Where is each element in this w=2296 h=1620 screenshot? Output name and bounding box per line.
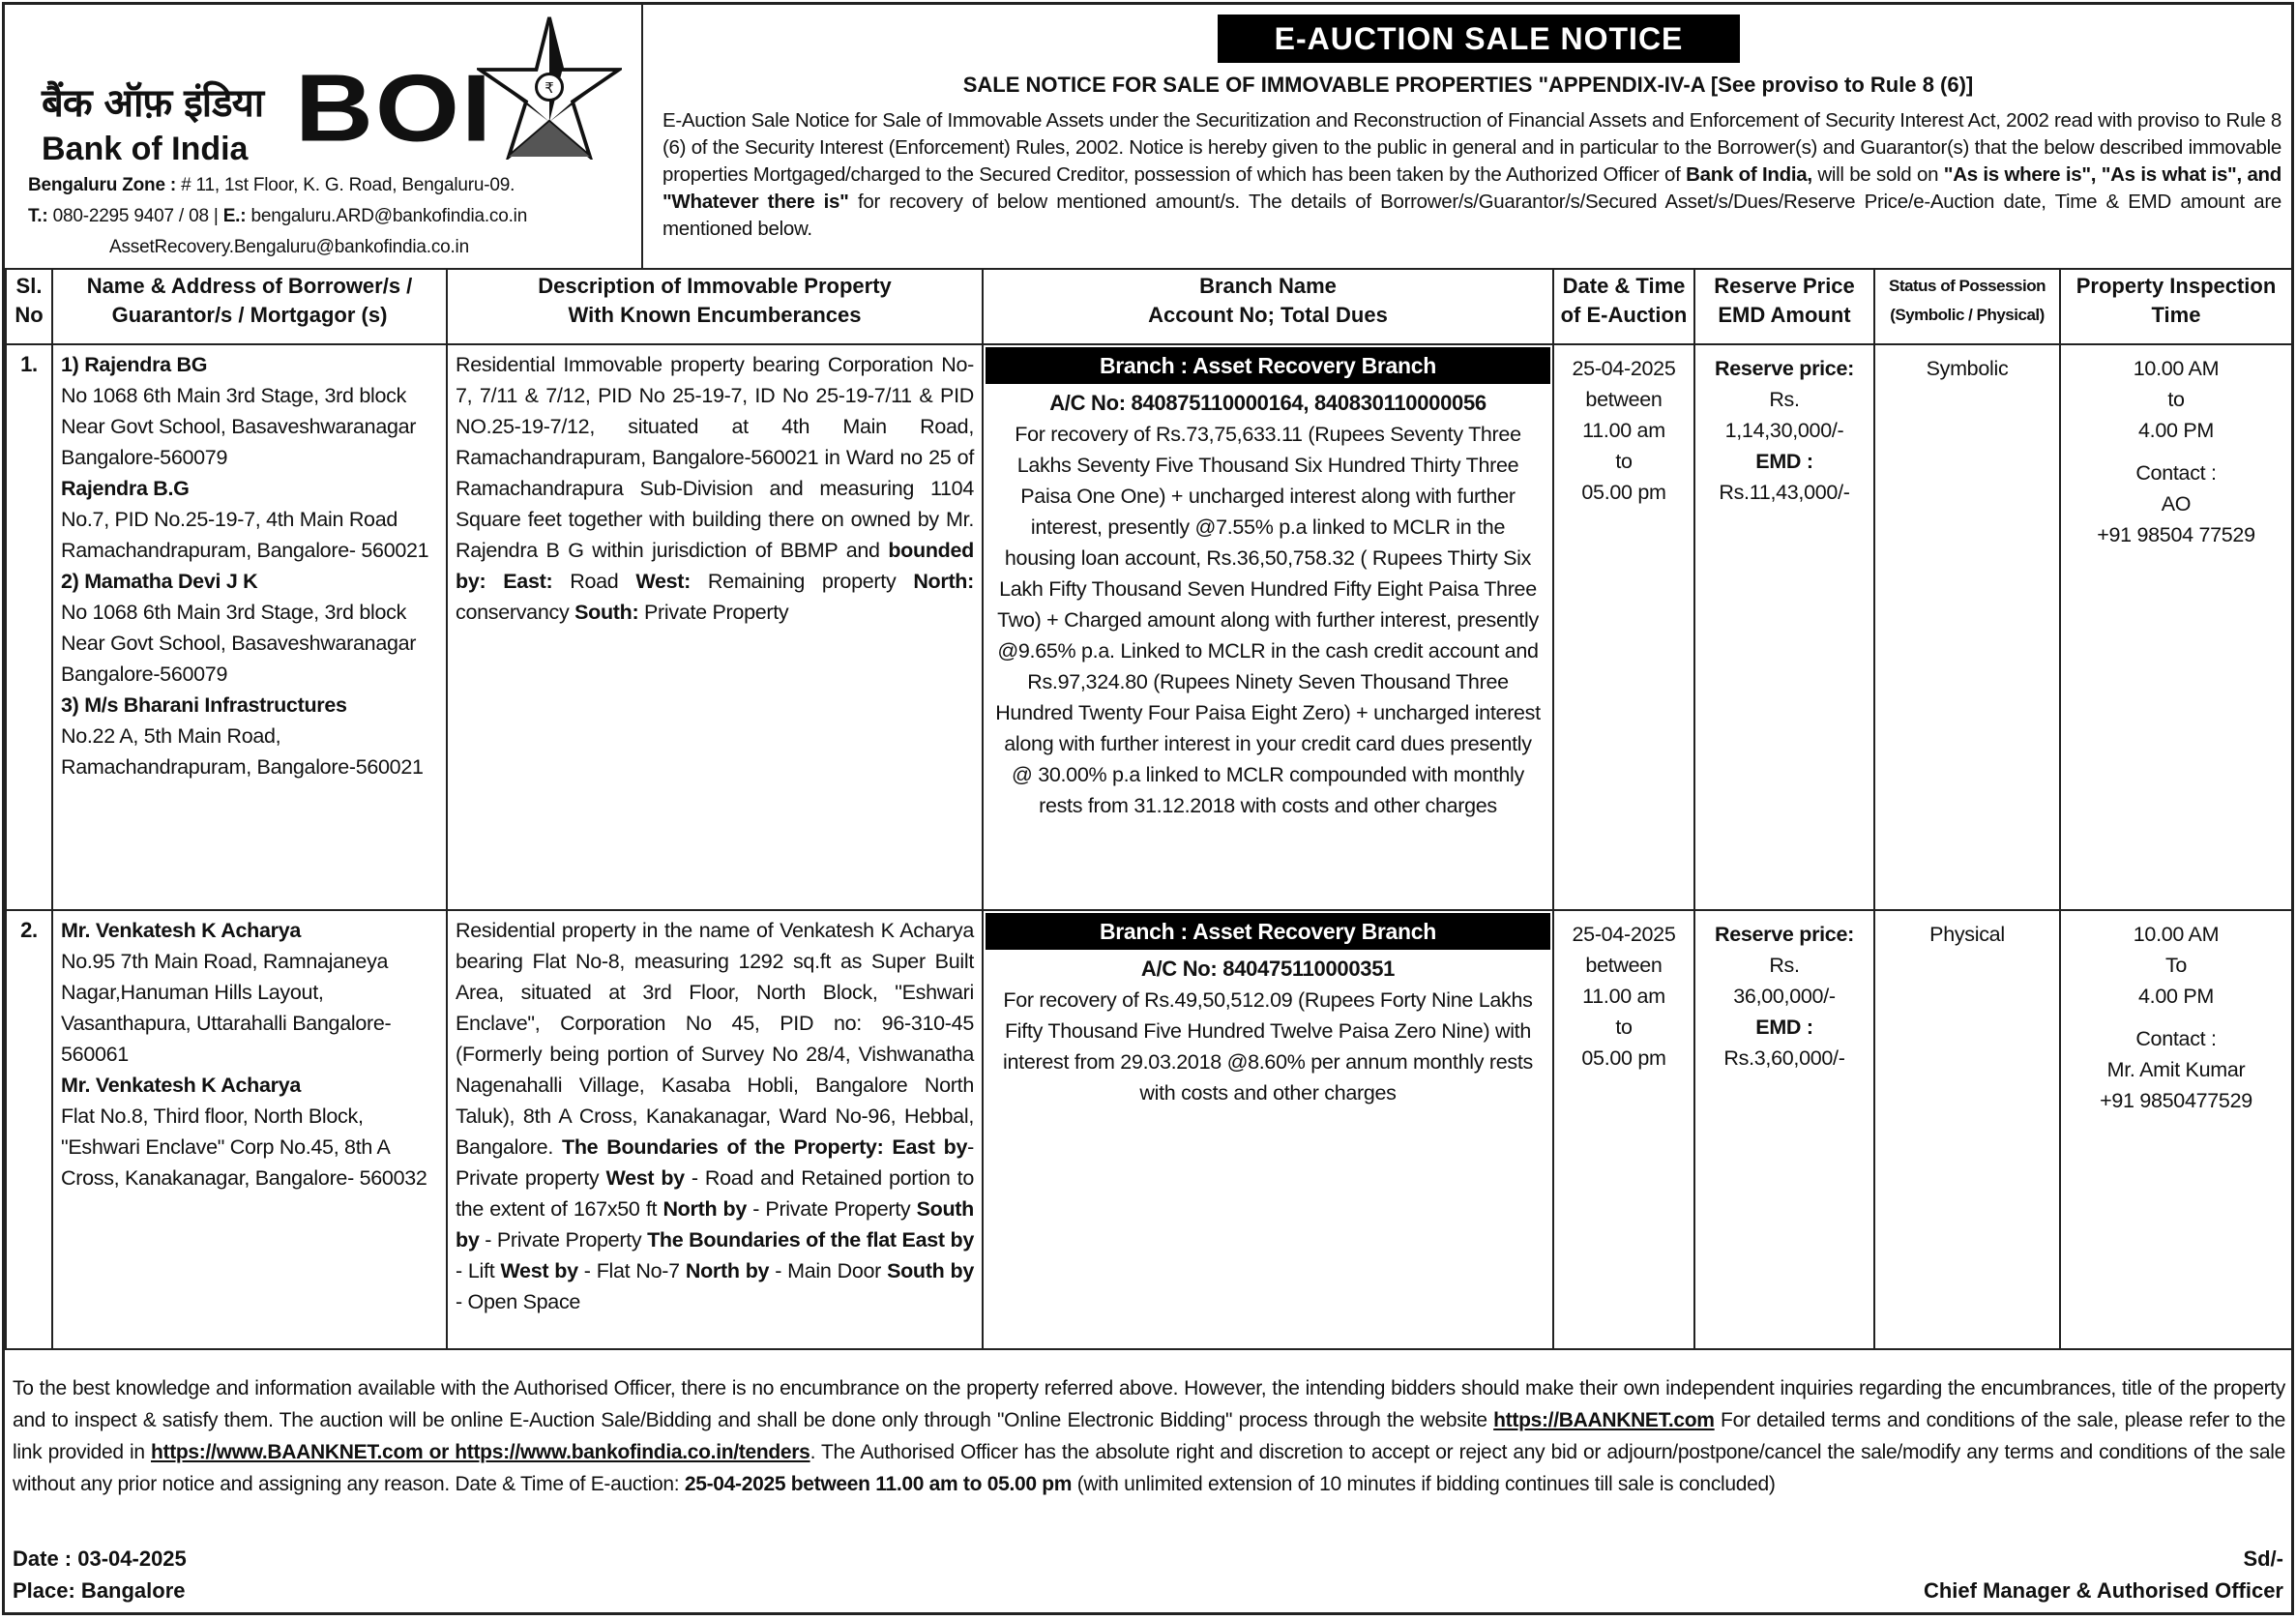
property-table [5,268,2293,1350]
row-borrowers: Mr. Venkatesh K Acharya No.95 7th Main Road, Ramnajaneya Nagar,Hanuman Hills Layout, Vasanthapura, Uttarahalli Bangalore- 560061 Mr. Venkatesh K Acharya Flat No.8, Third floor, North Block, "Eshwari Enclave" Corp No.45, 8th A Cross, Kanakanagar, Bangalore- 560032 [52,910,447,1349]
row-inspection: 10.00 AM To 4.00 PM Contact : Mr. Amit Kumar +91 9850477529 [2060,910,2292,1349]
row-description: Residential property in the name of Venkatesh K Acharya bearing Flat No-8, measuring 1292 sq.ft as Super Built Area, situated at 3rd Floor, North Block, "Eshwari Enclave", Corporation No 45, PID no: 96-310-45 (Formerly being portion of Survey No 28/4, Vishwanatha Nagenahalli Village, Kasaba Hobli, Bangalore North Taluk), 8th A Cross, Kanakanagar, Ward No-96, Hebbal, Bangalore. The Boundaries of the Property: East by- Private property West by - Road and Retained portion to the extent of 167x50 ft North by - Private Property South by - Private Property The Boundaries of the flat East by - Lift West by - Flat No-7 North by - Main Door South by - Open Space [447,910,983,1349]
sale-notice [2,2,2294,1615]
col-reserve: Reserve Price EMD Amount [1694,269,1874,344]
branch-name-bar: Branch : Asset Recovery Branch [986,347,1550,384]
col-status: Status of Possession (Symbolic / Physical) [1874,269,2060,344]
col-date: Date & Time of E-Auction [1553,269,1694,344]
row-sl: 1. [6,344,52,910]
row-branch-dues [983,344,1553,910]
account-number: A/C No: 840475110000351 [1140,957,1396,981]
row-reserve-emd: Reserve price: Rs. 1,14,30,000/- EMD : Rs.11,43,000/- [1694,344,1874,910]
total-dues: For recovery of Rs.49,50,512.09 (Rupees Forty Nine Lakhs Fifty Thousand Five Hundred Twelve Paisa Zero Nine) with interest from 29.03.2018 @8.60% per annum monthly rests with costs and other charges [1003,988,1533,1105]
row-sl: 2. [6,910,52,1349]
row-borrowers: 1) Rajendra BG No 1068 6th Main 3rd Stage, 3rd block Near Govt School, Basaveshwaranagar Bangalore-560079 Rajendra B.G No.7, PID No.25-19-7, 4th Main Road Ramachandrapuram, Bangalore- 560021 2) Mamatha Devi J K No 1068 6th Main 3rd Stage, 3rd block Near Govt School, Basaveshwaranagar Bangalore-560079 3) M/s Bharani Infrastructures No.22 A, 5th Main Road, Ramachandrapuram, Bangalore-560021 [52,344,447,910]
notice-header [645,5,2291,268]
notice-intro: E-Auction Sale Notice for Sale of Immovable Assets under the Securitization and Reconstruction of Financial Assets and Enforcement of Security Interest Act, 2002 read with proviso to Rule 8 (6) of the Security Interest (Enforcement) Rules, 2002. Notice is hereby given to the public in general and in particular to the Borrower(s) and Guarantor(s) that the below described immovable properties Mortgaged/charged to the Secured Creditor, possession of which has been taken by the Authorized Officer of Bank of India, will be sold on "As is where is", "As is what is", and "Whatever there is" for recovery of below mentioned amount/s. The details of Borrower/s/Guarantor/s/Secured Asset/s/Dues/Reserve Price/e-Auction date, Time & EMD amount are mentioned below. [662,109,2281,240]
star-logo-icon [477,15,622,160]
bank-header [5,5,643,268]
terms-paragraph: To the best knowledge and information available with the Authorised Officer, there is no encumbrance on the property referred above. However, the intending bidders should make their own independent inquiries regarding the encumbrances, title of the property and to inspect & satisfy them. The auction will be online E-Auction Sale/Bidding and shall be done only through "Online Electronic Bidding" process through the website https://BAANKNET.com For detailed terms and conditions of the sale, please refer to the link provided in https://www.BAANKNET.com or https://www.bankofindia.co.in/tenders. The Authorised Officer has the absolute right and discretion to accept or reject any bid or adjourn/postpone/cancel the sale/modify any terms and conditions of the sale without any prior notice and assigning any reason. Date & Time of E-auction: 25-04-2025 between 11.00 am to 05.00 pm (with unlimited extension of 10 minutes if bidding continues till sale is concluded) [13,1377,2285,1495]
date-place [13,1543,187,1606]
sd-mark: Sd/- [2243,1546,2283,1571]
col-branch: Branch Name Account No; Total Dues [983,269,1553,344]
total-dues: For recovery of Rs.73,75,633.11 (Rupees Seventy Three Lakhs Seventy Five Thousand Six Hundred Thirty Three Paisa One One) + uncharged interest along with further interest, presently @7.55% p.a linked to MCLR in the housing loan account, Rs.36,50,758.32 ( Rupees Thirty Six Lakh Fifty Thousand Seven Hundred Fifty Eight Paisa Three Two) + Charged amount along with further interest, presently @9.65% p.a. Linked to MCLR in the cash credit account and Rs.97,324.80 (Rupees Ninety Seven Thousand Three Hundred Twenty Four Paisa Eight Zero) + uncharged interest along with further interest in your credit card dues presently @ 30.00% p.a linked to MCLR compounded with monthly rests from 31.12.2018 with costs and other charges [995,423,1541,817]
col-inspection: Property Inspection Time [2060,269,2292,344]
tenders-link[interactable]: https://www.BAANKNET.com or https://www.bankofindia.co.in/tenders [150,1441,810,1463]
signature-block [1924,1543,2283,1606]
bank-name-hindi: बैंक ऑफ़ इंडिया [42,81,264,126]
row-possession-status: Symbolic [1874,344,2060,910]
zone-address: Bengaluru Zone : # 11, 1st Floor, K. G. Road, Bengaluru-09. [28,175,515,195]
row-inspection: 10.00 AM to 4.00 PM Contact : AO +91 98504 77529 [2060,344,2292,910]
row-auction-date: 25-04-2025 between 11.00 am to 05.00 pm [1553,344,1694,910]
bank-name: Bank of India [42,131,249,167]
table-header-row [6,269,2292,344]
col-borrower: Name & Address of Borrower/s / Guarantor/s / Mortgagor (s) [52,269,447,344]
table-row [6,344,2292,910]
branch-name-bar: Branch : Asset Recovery Branch [986,913,1550,950]
signatory-title: Chief Manager & Authorised Officer [1923,1578,2283,1603]
notice-subtitle: SALE NOTICE FOR SALE OF IMMOVABLE PROPERTIES "APPENDIX-IV-A [See proviso to Rule 8 (6)] [962,73,1974,97]
row-possession-status: Physical [1874,910,2060,1349]
zone-contact: T.: 080-2295 9407 / 08 | E.: bengaluru.ARD@bankofindia.co.in [28,206,528,226]
col-description: Description of Immovable Property With Known Encumberances [447,269,983,344]
account-number: A/C No: 840875110000164, 840830110000056 [1049,391,1487,415]
notice-title: E-AUCTION SALE NOTICE [1218,15,1740,63]
zone-email: AssetRecovery.Bengaluru@bankofindia.co.in [109,237,469,257]
svg-text:₹: ₹ [545,79,554,97]
row-auction-date: 25-04-2025 between 11.00 am to 05.00 pm [1553,910,1694,1349]
notice-place: Place: Bangalore [13,1578,186,1603]
row-description: Residential Immovable property bearing Corporation No- 7, 7/11 & 7/12, PID No 25-19-7, ID No 25-19-7/11 & PID NO.25-19-7/12, situated at 4th Main Road, Ramachandrapuram, Bangalore-560021 in Ward no 25 of Ramachandrapura Sub-Division and measuring 1104 Square feet together with building there on owned by Mr. Rajendra B G within jurisdiction of BBMP and bounded by: East: Road West: Remaining property North: conservancy South: Private Property [447,344,983,910]
col-sl: Sl. No [6,269,52,344]
row-branch-dues [983,910,1553,1349]
baanknet-link[interactable]: https://BAANKNET.com [1493,1409,1715,1431]
notice-date: Date : 03-04-2025 [13,1546,187,1571]
row-reserve-emd: Reserve price: Rs. 36,00,000/- EMD : Rs.3,60,000/- [1694,910,1874,1349]
table-row [6,910,2292,1349]
boi-logo-text: BOI [295,54,494,162]
